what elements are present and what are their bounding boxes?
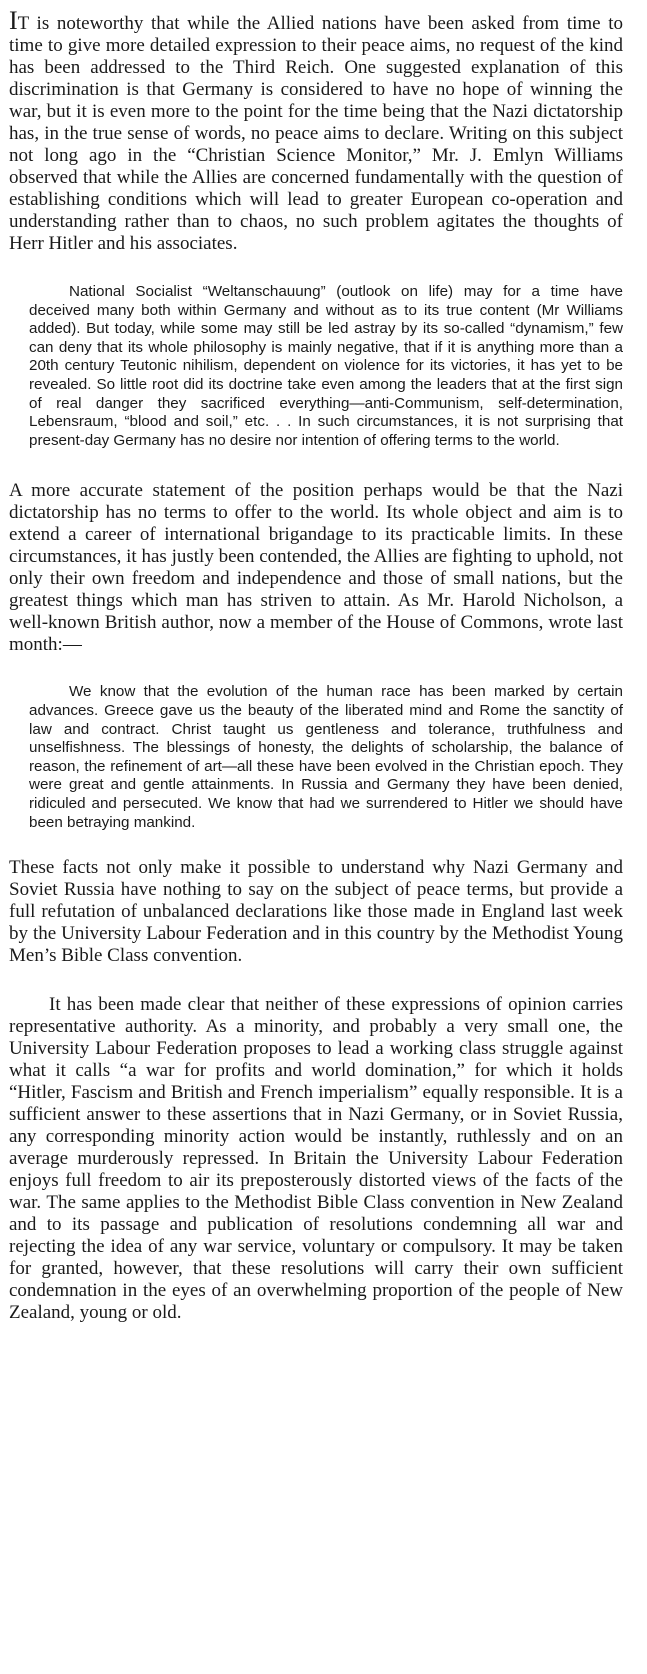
paragraph-facts: These facts not only make it possible to understand why Nazi Germany and Soviet Russia have nothing to say on the subject of peace terms, but provide a full refutation of unbalanced declarations like those made in England last week by the University Labour Federation and in this country by the Methodist Young Men’s Bible Class convention. <box>9 857 623 967</box>
paragraph-position: A more accurate statement of the position perhaps would be that the Nazi dictatorship has no terms to offer to the world. Its whole object and aim is to extend a career of international brigandage to its practicable limits. In these circumstances, it has justly been contended, the Allies are fighting to uphold, not only their own freedom and independence and those of small nations, but the greatest things which man has striven to attain. As Mr. Harold Nicholson, a well-known British author, now a member of the House of Commons, wrote last month:— <box>9 480 623 656</box>
quotation-nicholson: We know that the evolution of the human race has been marked by certain advances. Greece gave us the beauty of the liberated mind and Rome the sanctity of law and contract. Christ taught us gentleness and tolerance, truthfulness and unselfishness. The blessings of honesty, the delights of scholarship, the balance of reason, the refinement of art—all these have been evolved in the Christian epoch. They were great and gentle attainments. In Russia and Germany they have been denied, ridiculed and persecuted. We know that had we surrendered to Hitler we should have been betraying mankind. <box>29 683 623 831</box>
drop-cap: I <box>9 6 18 35</box>
quotation-williams: National Socialist “Weltanschauung” (outlook on life) may for a time have deceived many both within Germany and without as to its true content (Mr Williams added). But today, while some may still be led astray by its so-called “dynamism,” few can deny that its whole philosophy is mainly negative, that if it is anything more than a 20th century Teutonic nihilism, dependent on violence for its victories, it has yet to be revealed. So little root did its doctrine take even among the leaders that at the first sign of real danger they sacrificed everything—anti-Communism, self-determination, Lebensraum, “blood and soil,” etc. . . In such circumstances, it is not surprising that present-day Germany has no desire nor intention of offering terms to the world. <box>29 283 623 449</box>
paragraph-intro <box>9 6 623 255</box>
paragraph-conclusion: It has been made clear that neither of these expressions of opinion carries representative authority. As a minority, and probably a very small one, the University Labour Federation proposes to lead a working class struggle against what it calls “a war for profits and world domination,” for which it holds “Hitler, Fascism and British and French imperialism” equally responsible. It is a sufficient answer to these assertions that in Nazi Germany, or in Soviet Russia, any corresponding minority action would be instantly, ruthlessly and on an average murderously repressed. In Britain the University Labour Federation enjoys full freedom to air its preposterously distorted views of the facts of the war. The same applies to the Methodist Bible Class convention in New Zealand and to its passage and publication of resolutions condemning all war and rejecting the idea of any war service, voluntary or compulsory. It may be taken for granted, however, that these resolutions will carry their own sufficient condemnation in the eyes of an overwhelming proportion of the people of New Zealand, young or old. <box>9 994 623 1324</box>
paragraph-intro-text: T is noteworthy that while the Allied nations have been asked from time to time to give more detailed expression to their peace aims, no request of the kind has been addressed to the Third Reich. One suggested explanation of this discrimination is that Germany is considered to have no hope of winning the war, but it is even more to the point for the time being that the Nazi dictatorship has, in the true sense of words, no peace aims to declare. Writing on this subject not long ago in the “Christian Science Monitor,” Mr. J. Emlyn Williams observed that while the Allies are concerned fundamentally with the question of establishing conditions which will lead to greater European co-operation and understanding rather than to chaos, no such problem agitates the thoughts of Herr Hitler and his associates. <box>9 13 623 254</box>
